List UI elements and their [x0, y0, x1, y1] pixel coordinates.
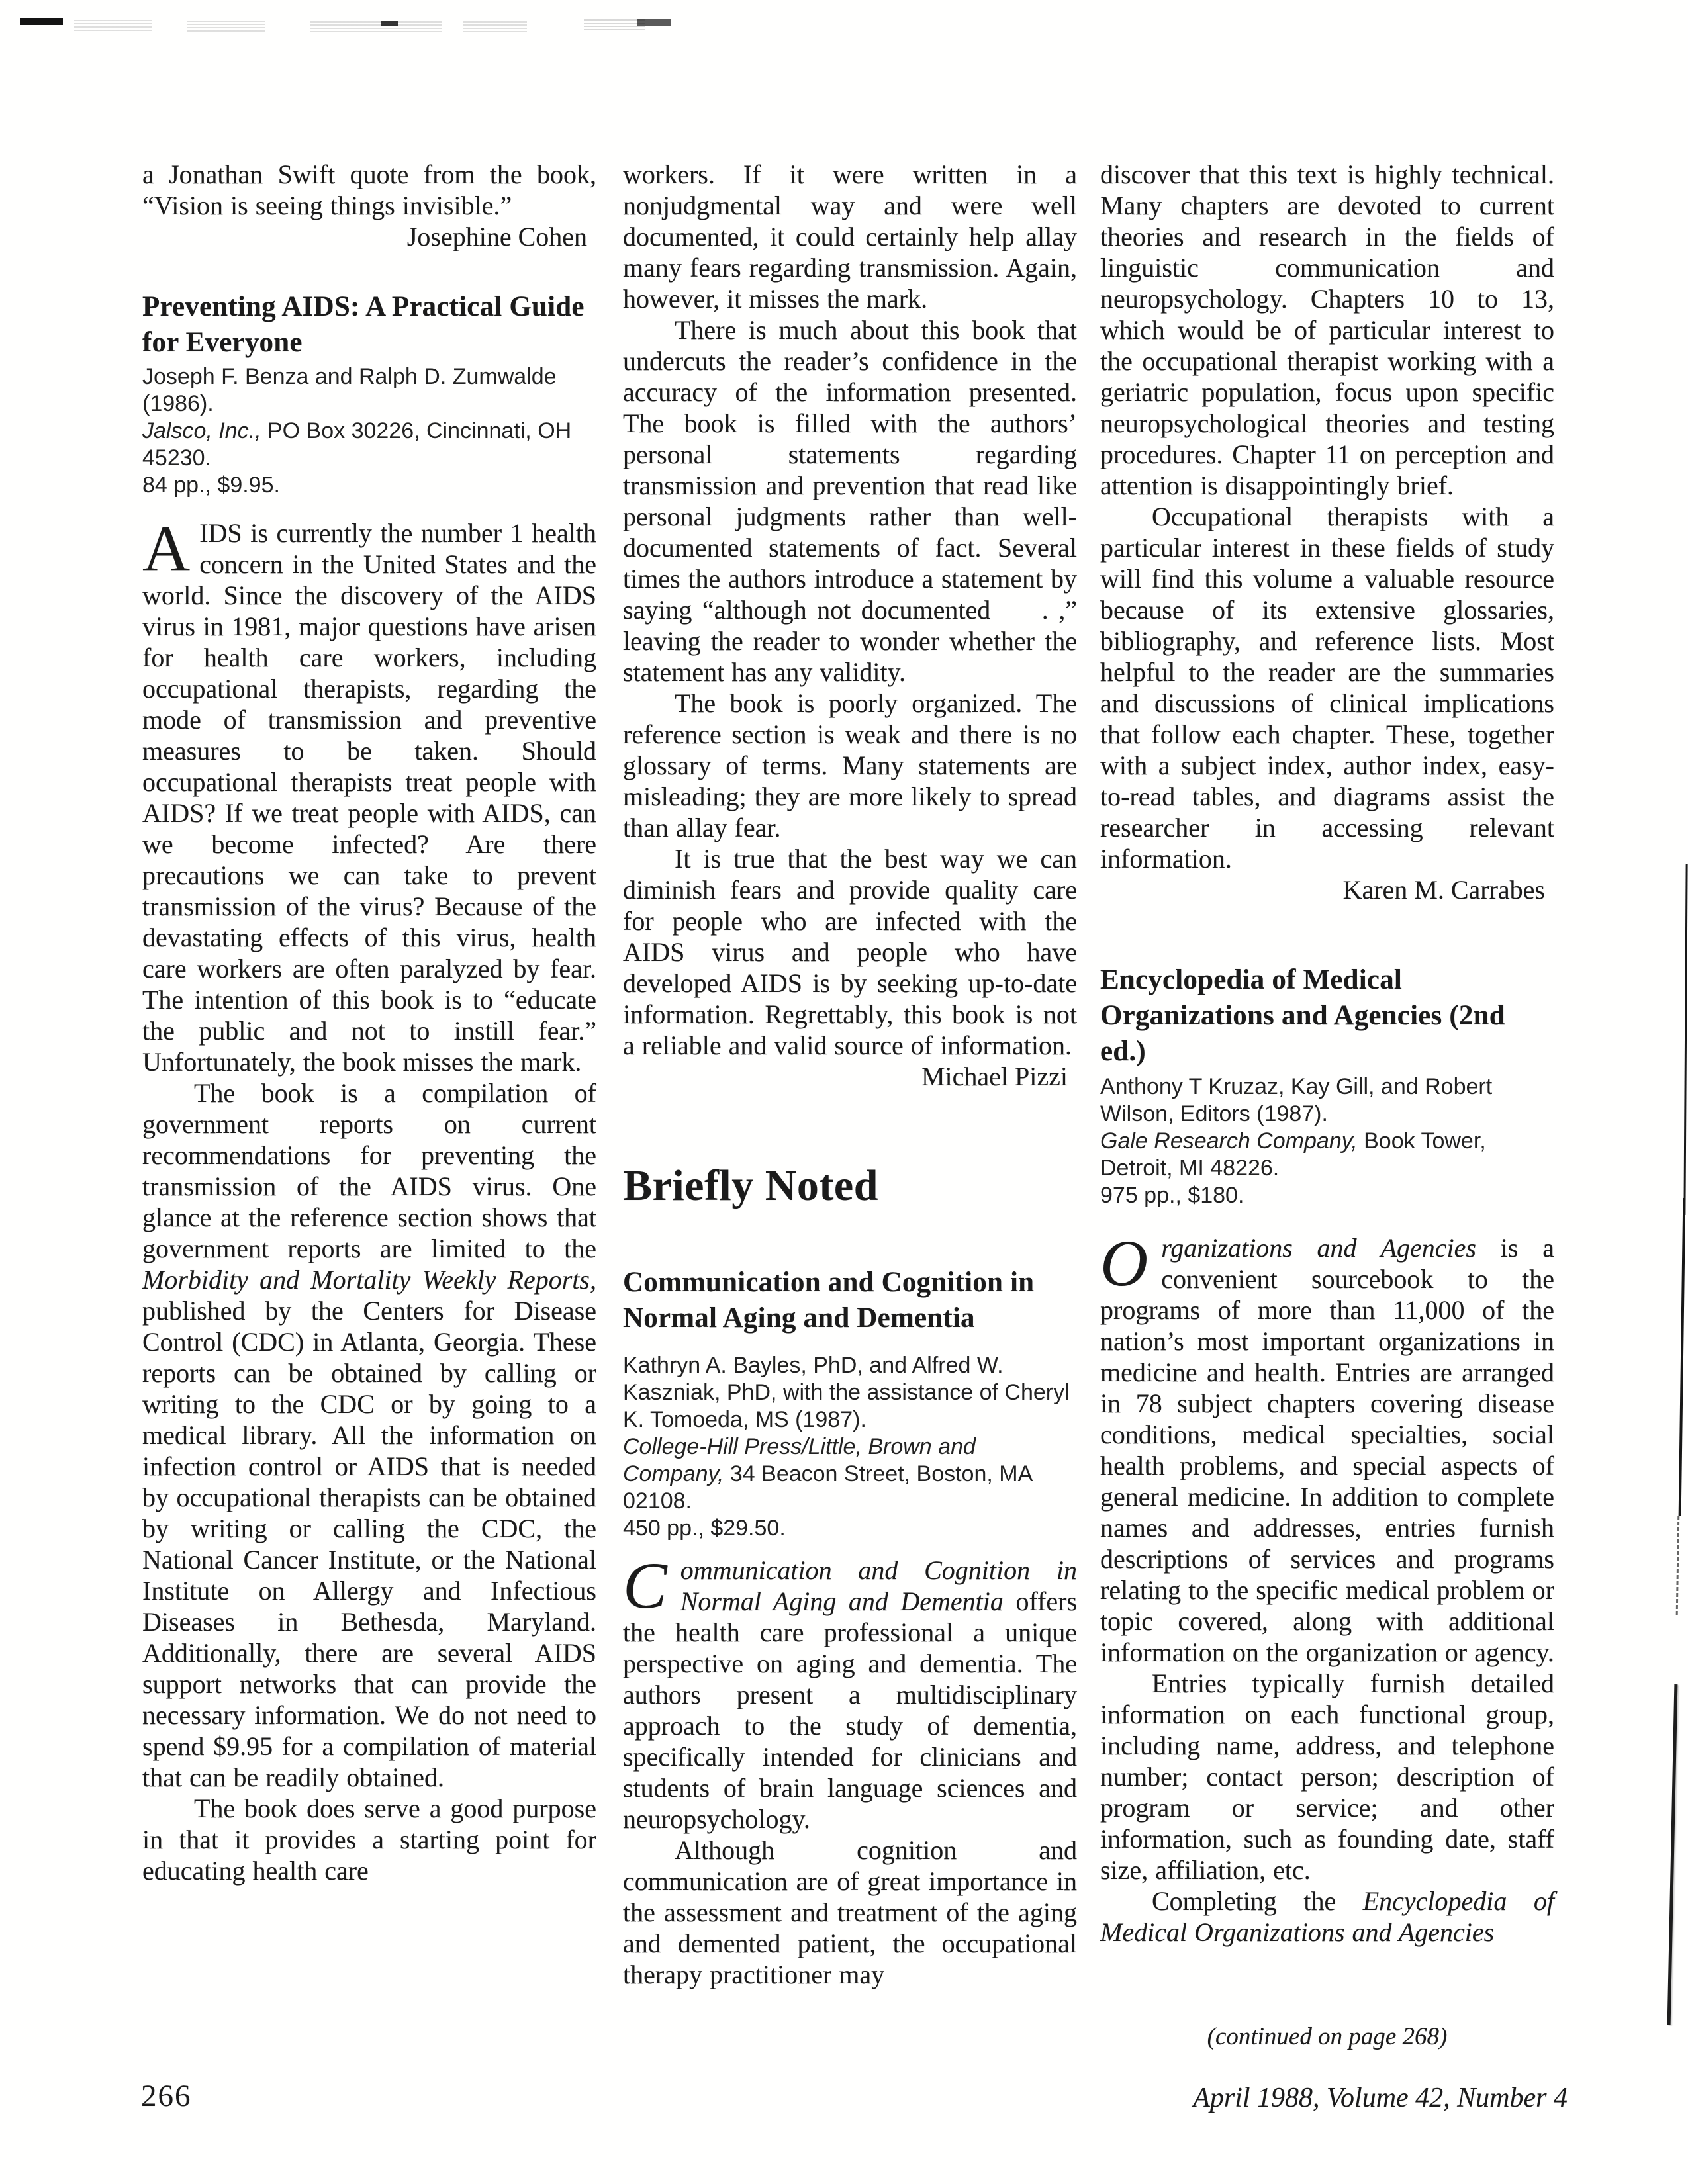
review-title-encyclopedia-medical [1100, 962, 1554, 1069]
drop-cap: O [1100, 1226, 1149, 1300]
text-run: Completing the [1152, 1886, 1363, 1916]
review-body-paragraph [623, 843, 1077, 1061]
citation-communication-cognition [623, 1352, 1077, 1542]
text-run: Michael Pizzi [921, 1062, 1068, 1091]
scan-artifact-dash [381, 21, 398, 26]
review-body-paragraph [1100, 501, 1554, 874]
text-run: is a convenient sourcebook to the programs of more than 11,000 of the nation’s most important organizations in medicine and health. Entries are arranged in 78 subject chapters covering disease conditions, medical specialties, social health problems, and special aspects of general medicine. In addition to complete names and addresses, entries furnish descriptions of services and programs relating to the specific medical problem or topic covered, along with additional information on the organization or agency. [1100, 1233, 1554, 1667]
citation-line [142, 472, 596, 499]
text-run: Karen M. Carrabes [1342, 875, 1545, 905]
scan-artifact-page-edge [1667, 1684, 1678, 2025]
text-run: Occupational therapists with a particular interest in these fields of study will find this volume a valuable resource because of its extensive glossaries, bibliography, and reference lists. Most helpful to the reader are the summaries and discussions of clinical implications that follow each chapter. These, together with a subject index, author index, easy-to-read tables, and diagrams assist the researcher in accessing relevant information. [1100, 502, 1554, 874]
text-run: IDS is currently the number 1 health concern in the United States and the world. Since the discovery of the AIDS virus in 1981, major questions have arisen for health care workers, including occupational therapists, regarding the mode of transmission and preventive measures to be taken. Should occupational therapists treat people with AIDS? If we treat people with AIDS, can we become infected? Are there precautions we can take to prevent transmission of the virus? Because of the devastating effects of this virus, health care workers are often paralyzed by fear. The intention of this book is to “educate the public and not to instill fear.” Unfortunately, the book misses the mark. [142, 518, 596, 1077]
citation-line [1100, 1073, 1554, 1128]
scan-artifact-dash [20, 18, 63, 25]
text-run: 450 pp., $29.50. [623, 1516, 786, 1541]
review-body-paragraph [623, 688, 1077, 843]
reviewer-byline-josephine-cohen [142, 221, 596, 252]
text-run: The book is a compilation of government reports on current recommendations for preventing the transmission of the AIDS virus. One glance at the reference section shows that government reports are limited to the [142, 1078, 596, 1263]
italic-text-run: Gale Research Company, [1100, 1128, 1358, 1154]
review-body-paragraph [1100, 1226, 1554, 1668]
text-run: 34 Beacon Street, Boston, MA 02108. [623, 1461, 1032, 1514]
text-run: 84 pp., $9.95. [142, 473, 280, 498]
citation-line [623, 1352, 1077, 1433]
review-body-paragraph [623, 159, 1077, 314]
review-body-paragraph [1100, 159, 1554, 501]
citation-line [1100, 1182, 1554, 1209]
drop-cap: C [623, 1549, 667, 1622]
review-body-paragraph [1100, 1886, 1554, 1948]
text-run: Entries typically furnish detailed information on each functional group, including name, address, and telephone number; contact person; description of program or service; and other information, such as founding date, staff size, affiliation, etc. [1100, 1668, 1554, 1885]
text-run: published by the Centers for Disease Control (CDC) in Atlanta, Georgia. These reports can be obtained by calling or writing to the CDC or by going to a medical library. All the information on infection control or AIDS that is needed by occupational therapists can be obtained by writing or calling the CDC, the National Cancer Institute, or the National Institute on Allergy and Infectious Diseases in Bethesda, Maryland. Additionally, there are several AIDS support networks that can provide the necessary information. We do not need to spend $9.95 for a compilation of material that can be readily obtained. [142, 1296, 596, 1792]
text-run: It is true that the best way we can diminish fears and provide quality care for people who are infected with the AIDS virus and people who have developed AIDS is by seeking up-to-date information. Regrettably, this book is not a reliable and valid source of information. [623, 844, 1077, 1060]
text-run: Book Tower, Detroit, MI 48226. [1100, 1128, 1486, 1181]
text-run: 975 pp., $180. [1100, 1183, 1244, 1208]
text-run: offers the health care professional a unique perspective on aging and dementia. The authors present a multidisciplinary approach to the study of dementia, specifically intended for clinicians and students of brain language sciences and neuropsychology. [623, 1586, 1078, 1834]
citation-line [142, 363, 596, 418]
drop-cap: A [142, 512, 191, 585]
scan-artifact-dash [637, 19, 671, 26]
text-run: Josephine Cohen [406, 222, 587, 251]
scan-artifact-smudge [187, 19, 265, 32]
text-run: The book is poorly organized. The reference section is weak and there is no glossary of terms. Many statements are misleading; they are more likely to spread than allay fear. [623, 688, 1077, 842]
italic-text-run: Morbidity and Mortality Weekly Reports, [142, 1265, 596, 1295]
scan-artifact-page-edge [1679, 1198, 1686, 1516]
text-run: Kathryn A. Bayles, PhD, and Alfred W. Kaszniak, PhD, with the assistance of Cheryl K. Tomoeda, MS (1987). [623, 1353, 1070, 1432]
reviewer-byline-karen-carrabes [1100, 874, 1554, 905]
text-run: Briefly Noted [623, 1161, 878, 1210]
review-body-paragraph [623, 1835, 1077, 1990]
review-body-paragraph [1100, 1668, 1554, 1886]
text-run: Preventing AIDS: A Practical Guide for Everyone [142, 291, 585, 358]
text-run: a Jonathan Swift quote from the book, “Vision is seeing things invisible.” [142, 159, 596, 220]
text-run: Encyclopedia of Medical Organizations and Agencies (2nd ed.) [1100, 964, 1505, 1067]
text-run: discover that this text is highly technical. Many chapters are devoted to current theories and research in the fields of linguistic communication and neuropsychology. Chapters 10 to 13, which would be of particular interest to the occupational therapist working with a geriatric population, focus upon specific neuropsychological theories and testing procedures. Chapter 11 on perception and attention is disappointingly brief. [1100, 159, 1554, 500]
citation-encyclopedia-medical [1100, 1073, 1554, 1209]
italic-text-run: College-Hill Press/Little, Brown and Company, [623, 1434, 976, 1486]
text-run: PO Box 30226, Cincinnati, OH 45230. [142, 418, 572, 471]
scan-artifact-smudge [310, 19, 442, 32]
text-run: Communication and Cognition in Normal Aging and Dementia [623, 1267, 1035, 1334]
scan-artifact-smudge [463, 21, 527, 32]
review-body-paragraph [142, 1077, 596, 1793]
review-body-paragraph [623, 314, 1077, 688]
section-heading-briefly-noted [623, 1162, 1077, 1210]
text-run: There is much about this book that undercuts the reader’s confidence in the accuracy of the information presented. The book is filled with the authors’ personal statements regarding transmission and prevention that read like personal judgments rather than well-documented statements of fact. Several times the authors introduce a statement by saying “although not documented . ,” leaving the reader to wonder whether the statement has any validity. [623, 315, 1077, 687]
page-number: 266 [141, 2079, 192, 2113]
scan-artifact-smudge [74, 20, 152, 31]
text-run: The book does serve a good purpose in that it provides a starting point for educating health care [142, 1794, 596, 1886]
citation-line [1100, 1128, 1554, 1182]
citation-line [623, 1515, 1077, 1542]
citation-preventing-aids [142, 363, 596, 499]
scan-artifact-smudge [584, 17, 645, 30]
text-run: Although cognition and communication are of great importance in the assessment and treatment of the aging and demented patient, the occupational therapy practitioner may [623, 1835, 1077, 1989]
citation-line [142, 418, 596, 472]
continued-note: (continued on page 268) [1207, 2023, 1448, 2050]
italic-text-run: Jalsco, Inc., [142, 418, 261, 443]
text-run: workers. If it were written in a nonjudgmental way and were well documented, it could certainly help allay many fears regarding transmission. Again, however, it misses the mark. [623, 159, 1077, 314]
review-body-paragraph [142, 512, 596, 1077]
issue-date-volume: April 1988, Volume 42, Number 4 [1193, 2083, 1568, 2113]
prev-review-closing [142, 159, 596, 221]
review-body-paragraph [623, 1549, 1078, 1835]
column-left [142, 159, 596, 1886]
column-middle [623, 159, 1077, 1990]
review-title-preventing-aids [142, 289, 596, 361]
italic-text-run: rganizations and Agencies [1161, 1233, 1476, 1263]
column-right [1100, 159, 1554, 1948]
text-run: Anthony T Kruzaz, Kay Gill, and Robert Wilson, Editors (1987). [1100, 1074, 1493, 1126]
citation-line [623, 1433, 1077, 1515]
scan-artifact-page-edge [1676, 1516, 1680, 1615]
reviewer-byline-michael-pizzi [623, 1061, 1077, 1092]
review-body-paragraph [142, 1793, 596, 1886]
text-run: Joseph F. Benza and Ralph D. Zumwalde (1986). [142, 364, 557, 416]
italic-text-run: ommunication and Cognition in Normal Aging and Dementia [680, 1555, 1077, 1616]
italic-text-run: Encyclopedia of Medical Organizations and Agencies [1100, 1886, 1554, 1947]
scan-artifact-page-edge [1683, 864, 1687, 1215]
review-title-communication-cognition [623, 1265, 1077, 1336]
